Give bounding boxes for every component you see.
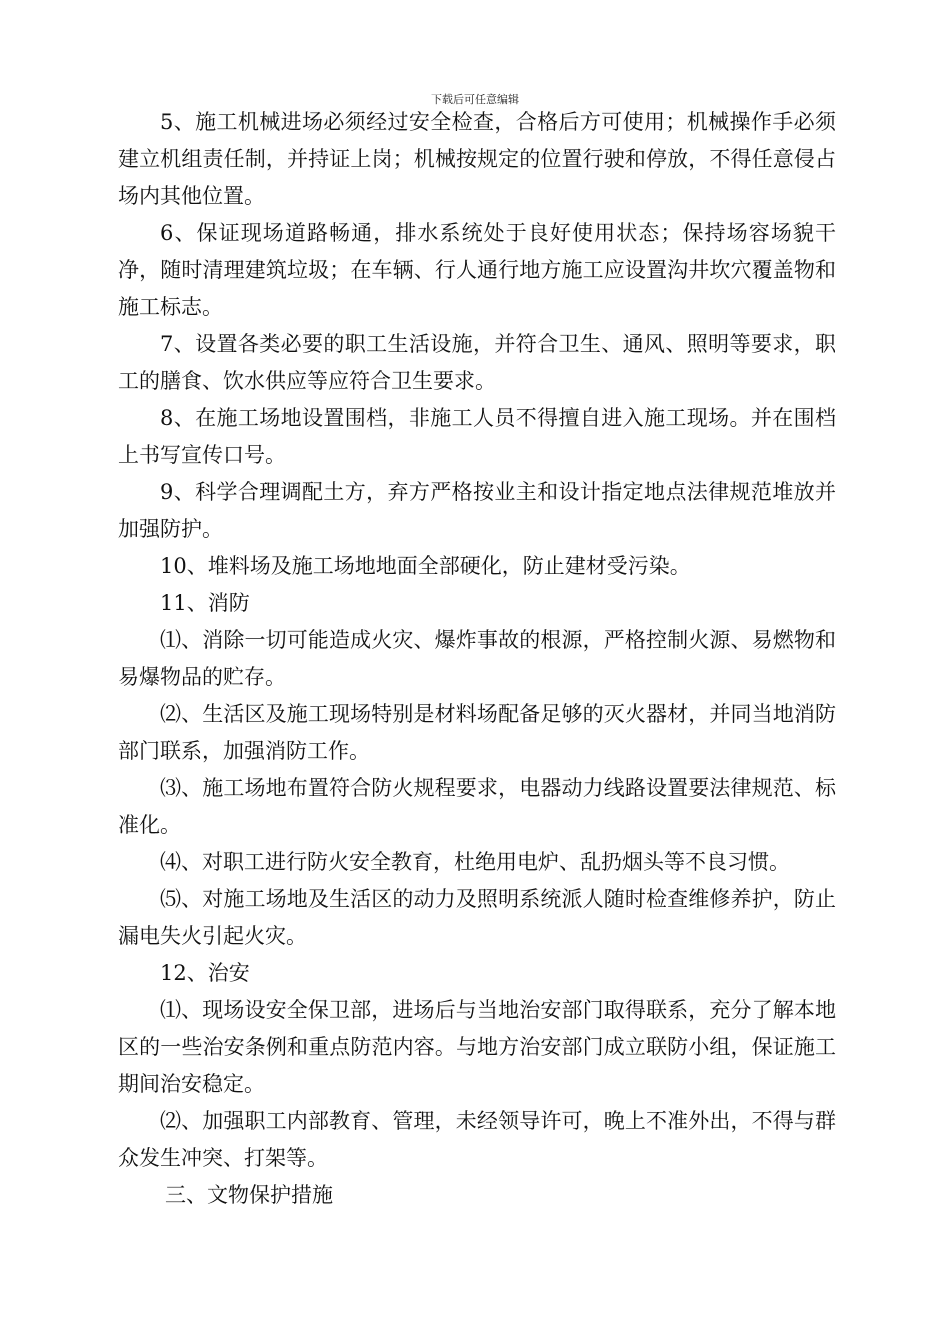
paragraph-fire-1: ⑴、消除一切可能造成火灾、爆炸事故的根源，严格控制火源、易燃物和易爆物品的贮存。 (118, 628, 836, 689)
paragraph-item-10: 10、堆料场及施工场地地面全部硬化，防止建材受污染。 (160, 554, 691, 578)
paragraph-fire-5: ⑸、对施工场地及生活区的动力及照明系统派人随时检查维修养护，防止漏电失火引起火灾。 (118, 887, 836, 948)
header-note: 下载后可任意编辑 (431, 93, 519, 106)
paragraph-item-7: 7、设置各类必要的职工生活设施，并符合卫生、通风、照明等要求，职工的膳食、饮水供应等应符合卫生要求。 (118, 332, 836, 393)
paragraph-item-6: 6、保证现场道路畅通，排水系统处于良好使用状态；保持场容场貌干净，随时清理建筑垃圾；在车辆、行人通行地方施工应设置沟井坎穴覆盖物和施工标志。 (118, 221, 836, 319)
paragraph-fire-2: ⑵、生活区及施工现场特别是材料场配备足够的灭火器材，并同当地消防部门联系，加强消防工作。 (118, 702, 836, 763)
paragraph-security-1: ⑴、现场设安全保卫部，进场后与当地治安部门取得联系，充分了解本地区的一些治安条例和重点防范内容。与地方治安部门成立联防小组，保证施工期间治安稳定。 (118, 998, 836, 1096)
paragraph-item-8: 8、在施工场地设置围档，非施工人员不得擅自进入施工现场。并在围档上书写宣传口号。 (118, 406, 836, 467)
paragraph-security-2: ⑵、加强职工内部教育、管理，未经领导许可，晚上不准外出，不得与群众发生冲突、打架等。 (118, 1109, 836, 1170)
paragraph-heading-fire: 11、消防 (160, 591, 250, 615)
paragraph-fire-3: ⑶、施工场地布置符合防火规程要求，电器动力线路设置要法律规范、标准化。 (118, 776, 836, 837)
paragraph-item-5: 5、施工机械进场必须经过安全检查，合格后方可使用；机械操作手必须建立机组责任制，并持证上岗；机械按规定的位置行驶和停放，不得任意侵占场内其他位置。 (118, 110, 836, 208)
paragraph-fire-4: ⑷、对职工进行防火安全教育，杜绝用电炉、乱扔烟头等不良习惯。 (160, 850, 790, 874)
paragraph-heading-security: 12、治安 (160, 961, 250, 985)
section-title-relics: 三、文物保护措施 (165, 1183, 333, 1207)
document-body (118, 104, 836, 1214)
paragraph-item-9: 9、科学合理调配土方，弃方严格按业主和设计指定地点法律规范堆放并加强防护。 (118, 480, 836, 541)
